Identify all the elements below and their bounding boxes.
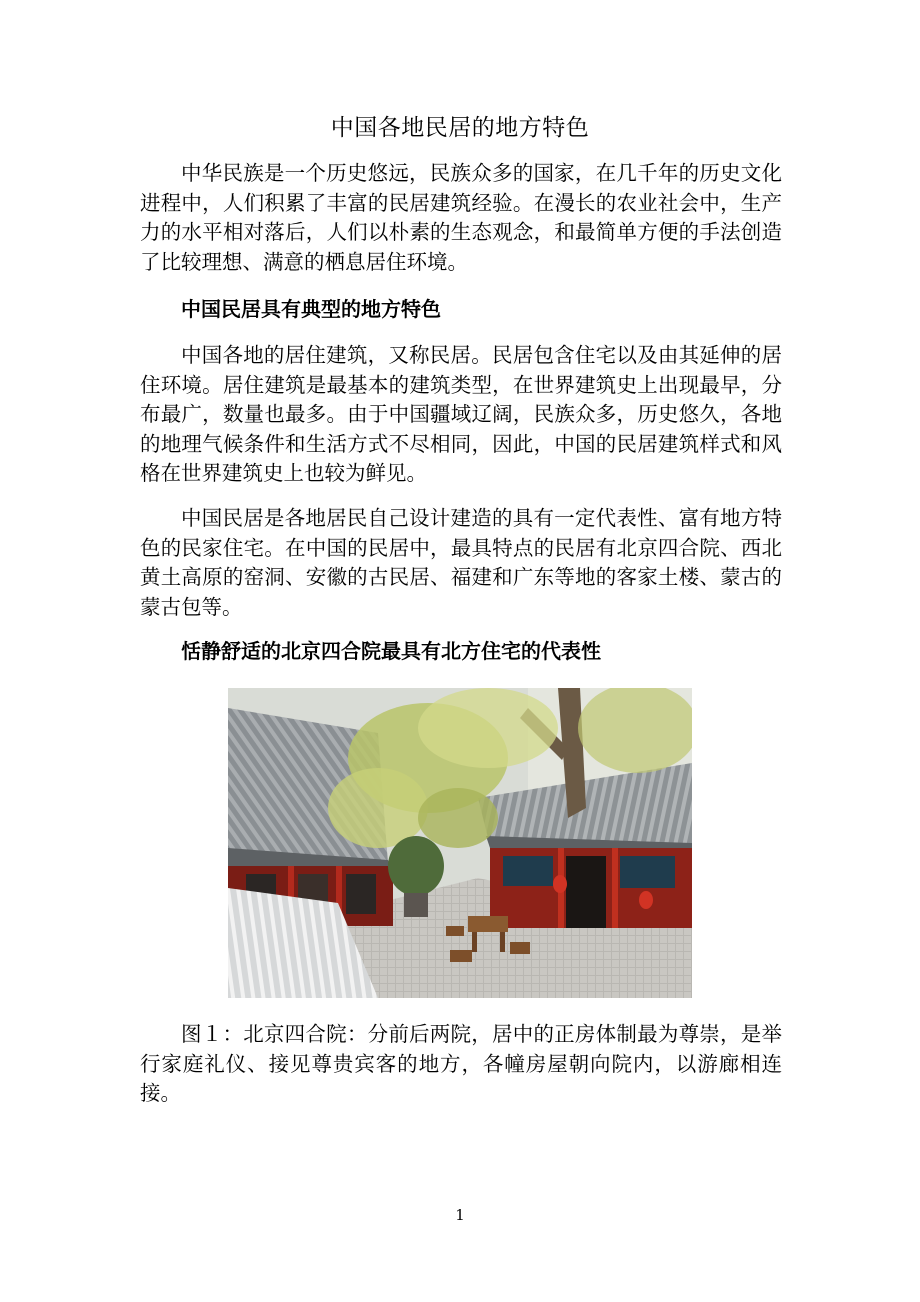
section-heading-siheyuan: 恬静舒适的北京四合院最具有北方住宅的代表性 <box>181 639 601 663</box>
siheyuan-courtyard-photo <box>228 688 692 998</box>
page-number: 1 <box>455 1206 465 1224</box>
figure-caption: 图１：北京四合院：分前后两院，居中的正房体制最为尊崇，是举行家庭礼仪、接见尊贵宾客的地方，各幢房屋朝向院内，以游廊相连接。 <box>140 1022 782 1105</box>
body-paragraph-folk-houses: 中国民居是各地居民自己设计建造的具有一定代表性、富有地方特色的民家住宅。在中国的民居中，最具特点的民居有北京四合院、西北黄土高原的窑洞、安徽的古民居、福建和广东等地的客家土楼、蒙古的蒙古包等。 <box>140 506 782 619</box>
section-heading-local-features: 中国民居具有典型的地方特色 <box>181 297 441 321</box>
intro-paragraph: 中华民族是一个历史悠远，民族众多的国家，在几千年的历史文化进程中，人们积累了丰富的民居建筑经验。在漫长的农业社会中，生产力的水平相对落后，人们以朴素的生态观念，和最简单方便的手法创造了比较理想、满意的栖息居住环境。 <box>140 161 782 274</box>
body-paragraph-residential: 中国各地的居住建筑，又称民居。民居包含住宅以及由其延伸的居住环境。居住建筑是最基本的建筑类型，在世界建筑史上出现最早，分布最广，数量也最多。由于中国疆域辽阔，民族众多，历史悠久，各地的地理气候条件和生活方式不尽相同，因此，中国的民居建筑样式和风格在世界建筑史上也较为鲜见。 <box>140 343 782 485</box>
document-title: 中国各地民居的地方特色 <box>330 115 590 141</box>
